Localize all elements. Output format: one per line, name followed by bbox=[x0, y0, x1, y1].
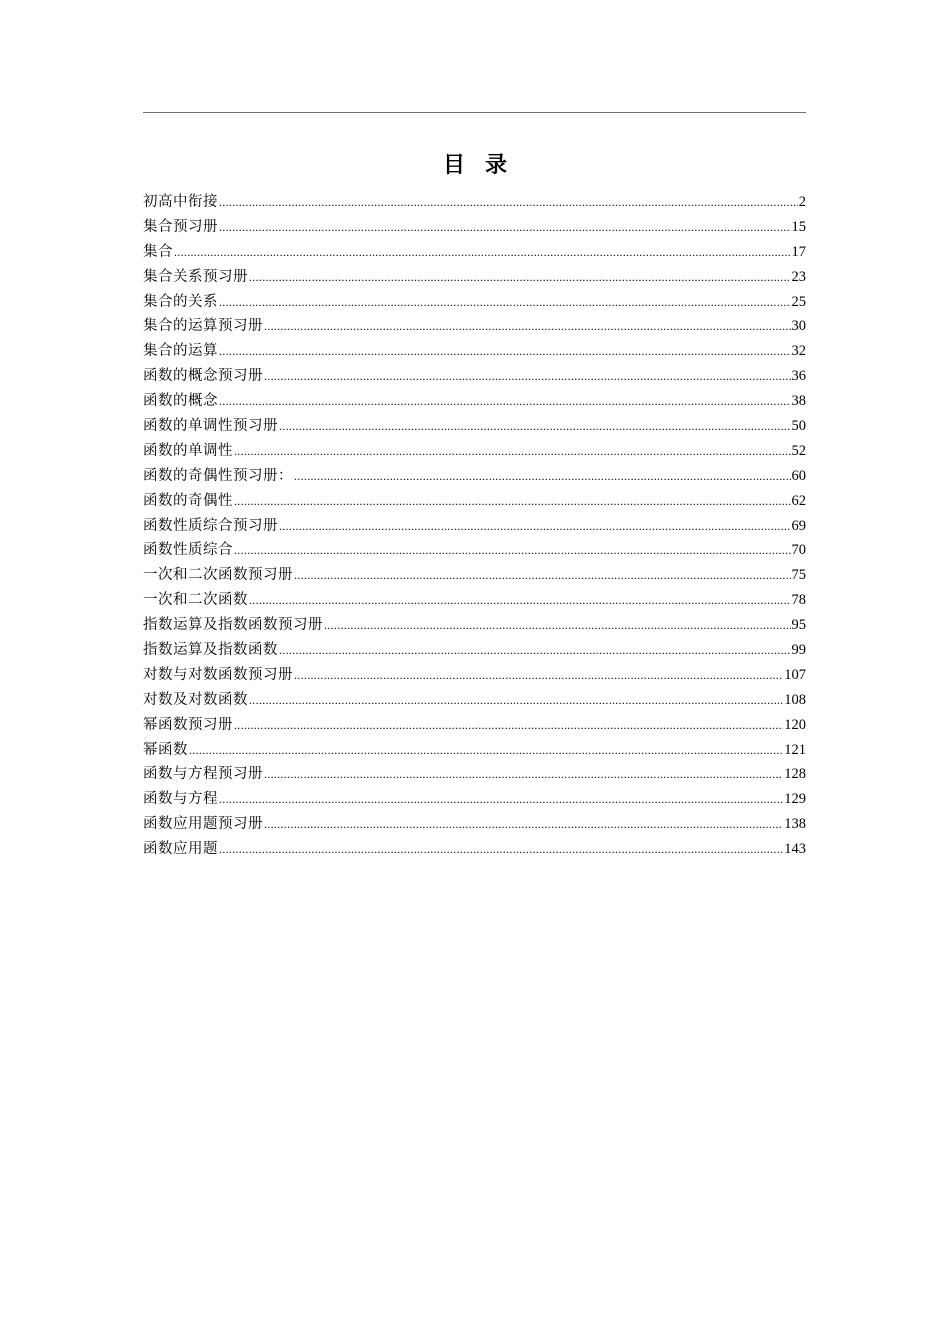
toc-entry-label: 函数应用题 bbox=[143, 841, 218, 858]
toc-entry-label: 函数与方程预习册 bbox=[143, 766, 263, 783]
toc-entry[interactable] bbox=[143, 190, 806, 215]
toc-entry-label: 集合的运算预习册 bbox=[143, 318, 263, 335]
toc-entry-label: 函数与方程 bbox=[143, 791, 218, 808]
toc-entry[interactable] bbox=[143, 489, 806, 514]
toc-entry-page: 107 bbox=[784, 666, 806, 683]
toc-entry-page: 128 bbox=[784, 766, 806, 783]
toc-entry-label: 一次和二次函数 bbox=[143, 592, 248, 609]
toc-entry[interactable] bbox=[143, 713, 806, 738]
toc-entry-page: 138 bbox=[784, 816, 806, 833]
toc-entry-label: 函数的单调性预习册 bbox=[143, 418, 278, 435]
toc-entry-page: 75 bbox=[791, 567, 806, 584]
toc-entry[interactable] bbox=[143, 265, 806, 290]
dot-leader bbox=[249, 588, 791, 613]
toc-entry-page: 17 bbox=[791, 243, 806, 260]
toc-entry-label: 指数运算及指数函数预习册 bbox=[143, 617, 323, 634]
header-rule bbox=[143, 112, 806, 113]
dot-leader bbox=[294, 464, 791, 489]
dot-leader bbox=[234, 713, 783, 738]
dot-leader bbox=[189, 738, 783, 763]
toc-entry-page: 2 bbox=[798, 194, 806, 210]
toc-entry[interactable] bbox=[143, 414, 806, 439]
toc-entry[interactable] bbox=[143, 514, 806, 539]
toc-entry-label: 集合的运算 bbox=[143, 343, 218, 360]
toc-entry-page: 143 bbox=[784, 841, 806, 858]
dot-leader bbox=[264, 812, 783, 837]
dot-leader bbox=[294, 663, 783, 688]
toc-entry-page: 99 bbox=[791, 642, 806, 659]
dot-leader bbox=[279, 414, 791, 439]
dot-leader bbox=[234, 538, 791, 563]
toc-entry-label: 集合 bbox=[143, 243, 173, 260]
toc-entry-page: 25 bbox=[791, 293, 806, 310]
toc-entry-page: 50 bbox=[791, 418, 806, 435]
toc-entry[interactable] bbox=[143, 688, 806, 713]
toc-entry[interactable] bbox=[143, 215, 806, 240]
toc-entry-page: 69 bbox=[791, 517, 806, 534]
toc-entry-page: 95 bbox=[791, 617, 806, 634]
dot-leader bbox=[219, 837, 783, 862]
toc-entry-label: 幂函数 bbox=[143, 741, 188, 758]
dot-leader bbox=[234, 489, 791, 514]
dot-leader bbox=[219, 339, 791, 364]
toc-entry[interactable] bbox=[143, 290, 806, 315]
toc-entry[interactable] bbox=[143, 339, 806, 364]
toc-entry[interactable] bbox=[143, 364, 806, 389]
toc-entry[interactable] bbox=[143, 439, 806, 464]
toc-entry-label: 对数及对数函数 bbox=[143, 691, 248, 708]
dot-leader bbox=[219, 215, 791, 240]
dot-leader bbox=[249, 688, 783, 713]
dot-leader bbox=[324, 613, 791, 638]
toc-entry-label: 函数的单调性 bbox=[143, 442, 233, 459]
toc-entry[interactable] bbox=[143, 787, 806, 812]
toc-entry[interactable] bbox=[143, 314, 806, 339]
toc-entry-page: 78 bbox=[791, 592, 806, 609]
toc-entry[interactable] bbox=[143, 563, 806, 588]
toc-entry-label: 函数的奇偶性 bbox=[143, 492, 233, 509]
toc-entry-page: 36 bbox=[791, 368, 806, 385]
toc-entry-page: 23 bbox=[791, 268, 806, 285]
toc-entry-label: 对数与对数函数预习册 bbox=[143, 666, 293, 683]
dot-leader bbox=[279, 514, 791, 539]
toc-entry-page: 60 bbox=[791, 467, 806, 484]
toc-entry[interactable] bbox=[143, 538, 806, 563]
toc-entry[interactable] bbox=[143, 762, 806, 787]
table-of-contents bbox=[143, 190, 806, 862]
dot-leader bbox=[279, 638, 791, 663]
toc-entry[interactable] bbox=[143, 837, 806, 862]
dot-leader bbox=[219, 190, 798, 215]
toc-entry-page: 38 bbox=[791, 393, 806, 410]
toc-entry[interactable] bbox=[143, 663, 806, 688]
dot-leader bbox=[174, 240, 791, 265]
toc-entry-page: 62 bbox=[791, 492, 806, 509]
dot-leader bbox=[219, 787, 783, 812]
toc-entry-page: 120 bbox=[784, 716, 806, 733]
dot-leader bbox=[264, 364, 791, 389]
dot-leader bbox=[294, 563, 791, 588]
toc-entry-page: 15 bbox=[791, 218, 806, 235]
toc-entry-label: 一次和二次函数预习册 bbox=[143, 567, 293, 584]
toc-entry[interactable] bbox=[143, 240, 806, 265]
toc-entry[interactable] bbox=[143, 588, 806, 613]
toc-entry-label: 集合预习册 bbox=[143, 218, 218, 235]
dot-leader bbox=[264, 314, 791, 339]
toc-entry-label: 幂函数预习册 bbox=[143, 716, 233, 733]
dot-leader bbox=[219, 389, 791, 414]
toc-entry-page: 121 bbox=[784, 741, 806, 758]
toc-entry-label: 函数的奇偶性预习册： bbox=[143, 467, 293, 484]
toc-entry-label: 指数运算及指数函数 bbox=[143, 642, 278, 659]
toc-entry[interactable] bbox=[143, 464, 806, 489]
toc-entry-label: 函数性质综合 bbox=[143, 542, 233, 559]
dot-leader bbox=[219, 290, 791, 315]
toc-entry[interactable] bbox=[143, 613, 806, 638]
toc-entry[interactable] bbox=[143, 389, 806, 414]
toc-entry-page: 52 bbox=[791, 442, 806, 459]
toc-entry-label: 初高中衔接 bbox=[143, 194, 218, 210]
dot-leader bbox=[234, 439, 791, 464]
toc-entry[interactable] bbox=[143, 738, 806, 763]
toc-entry[interactable] bbox=[143, 638, 806, 663]
toc-entry-page: 129 bbox=[784, 791, 806, 808]
toc-entry-page: 32 bbox=[791, 343, 806, 360]
dot-leader bbox=[249, 265, 791, 290]
toc-entry-page: 108 bbox=[784, 691, 806, 708]
toc-entry-label: 集合关系预习册 bbox=[143, 268, 248, 285]
toc-entry-label: 函数的概念预习册 bbox=[143, 368, 263, 385]
toc-entry-label: 函数性质综合预习册 bbox=[143, 517, 278, 534]
toc-entry-label: 函数的概念 bbox=[143, 393, 218, 410]
toc-entry-label: 集合的关系 bbox=[143, 293, 218, 310]
dot-leader bbox=[264, 762, 783, 787]
toc-entry-page: 30 bbox=[791, 318, 806, 335]
toc-title: 目录 bbox=[442, 152, 527, 177]
toc-entry[interactable] bbox=[143, 812, 806, 837]
toc-entry-page: 70 bbox=[791, 542, 806, 559]
toc-entry-label: 函数应用题预习册 bbox=[143, 816, 263, 833]
